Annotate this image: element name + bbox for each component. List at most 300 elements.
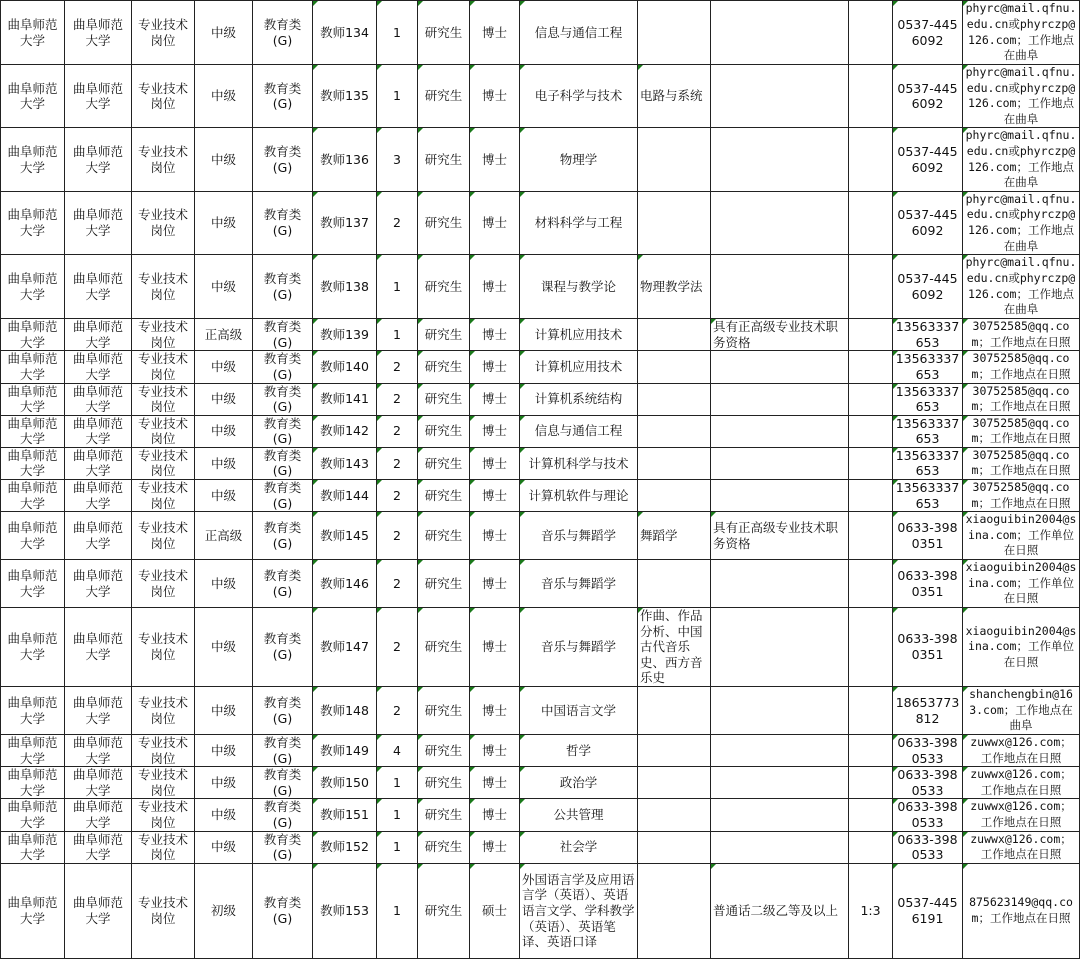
requirement-cell [711, 735, 849, 767]
requirement-cell [711, 767, 849, 799]
unit-cell: 曲阜师范大学 [1, 512, 65, 560]
ratio-cell [849, 608, 893, 687]
category-cell: 教育类(G) [253, 687, 313, 735]
degree-cell: 博士 [470, 735, 520, 767]
direction-cell [638, 480, 711, 512]
phone-cell: 0633-3980533 [893, 767, 963, 799]
dept-cell: 曲阜师范大学 [65, 512, 132, 560]
count-cell: 1 [377, 863, 418, 958]
direction-cell [638, 863, 711, 958]
degree-cell: 博士 [470, 415, 520, 447]
phone-cell: 0633-3980351 [893, 560, 963, 608]
unit-cell: 曲阜师范大学 [1, 383, 65, 415]
category-cell: 教育类(G) [253, 128, 313, 191]
degree-cell: 博士 [470, 255, 520, 319]
requirement-cell [711, 560, 849, 608]
ratio-cell [849, 831, 893, 863]
unit-cell: 曲阜师范大学 [1, 191, 65, 254]
post-name-cell: 教师143 [313, 447, 377, 479]
count-cell: 2 [377, 351, 418, 383]
post-type-cell: 专业技术岗位 [132, 65, 195, 128]
major-cell: 信息与通信工程 [520, 1, 638, 65]
direction-cell [638, 1, 711, 65]
unit-cell: 曲阜师范大学 [1, 799, 65, 831]
level-cell: 中级 [195, 351, 253, 383]
unit-cell: 曲阜师范大学 [1, 128, 65, 191]
post-name-cell: 教师152 [313, 831, 377, 863]
note-cell: zuwwx@126.com；工作地点在日照 [963, 735, 1080, 767]
category-cell: 教育类(G) [253, 831, 313, 863]
note-cell: xiaoguibin2004@sina.com；工作单位在日照 [963, 560, 1080, 608]
level-cell: 中级 [195, 560, 253, 608]
count-cell: 2 [377, 415, 418, 447]
major-cell: 计算机科学与技术 [520, 447, 638, 479]
post-type-cell: 专业技术岗位 [132, 128, 195, 191]
phone-cell: 13563337653 [893, 351, 963, 383]
post-type-cell: 专业技术岗位 [132, 191, 195, 254]
unit-cell: 曲阜师范大学 [1, 319, 65, 351]
education-cell: 研究生 [418, 560, 470, 608]
direction-cell: 舞蹈学 [638, 512, 711, 560]
phone-cell: 13563337653 [893, 383, 963, 415]
table-row [1, 480, 1080, 512]
requirement-cell [711, 687, 849, 735]
education-cell: 研究生 [418, 799, 470, 831]
degree-cell: 博士 [470, 831, 520, 863]
education-cell: 研究生 [418, 128, 470, 191]
direction-cell [638, 767, 711, 799]
level-cell: 初级 [195, 863, 253, 958]
note-cell: 30752585@qq.com；工作地点在日照 [963, 415, 1080, 447]
category-cell: 教育类(G) [253, 735, 313, 767]
count-cell: 2 [377, 687, 418, 735]
count-cell: 2 [377, 191, 418, 254]
education-cell: 研究生 [418, 767, 470, 799]
post-type-cell: 专业技术岗位 [132, 255, 195, 319]
education-cell: 研究生 [418, 687, 470, 735]
category-cell: 教育类(G) [253, 767, 313, 799]
education-cell: 研究生 [418, 831, 470, 863]
requirement-cell [711, 608, 849, 687]
post-type-cell: 专业技术岗位 [132, 512, 195, 560]
ratio-cell: 1:3 [849, 863, 893, 958]
requirement-cell [711, 255, 849, 319]
dept-cell: 曲阜师范大学 [65, 735, 132, 767]
ratio-cell [849, 560, 893, 608]
table-row [1, 767, 1080, 799]
post-type-cell: 专业技术岗位 [132, 1, 195, 65]
post-type-cell: 专业技术岗位 [132, 799, 195, 831]
table-row [1, 319, 1080, 351]
note-cell: 30752585@qq.com；工作地点在日照 [963, 319, 1080, 351]
degree-cell: 博士 [470, 1, 520, 65]
level-cell: 中级 [195, 255, 253, 319]
ratio-cell [849, 767, 893, 799]
post-name-cell: 教师138 [313, 255, 377, 319]
education-cell: 研究生 [418, 608, 470, 687]
requirement-cell: 具有正高级专业技术职务资格 [711, 319, 849, 351]
note-cell: 30752585@qq.com；工作地点在日照 [963, 383, 1080, 415]
dept-cell: 曲阜师范大学 [65, 560, 132, 608]
count-cell: 1 [377, 799, 418, 831]
major-cell: 物理学 [520, 128, 638, 191]
table-row [1, 255, 1080, 319]
dept-cell: 曲阜师范大学 [65, 799, 132, 831]
dept-cell: 曲阜师范大学 [65, 831, 132, 863]
direction-cell [638, 415, 711, 447]
table-row [1, 1, 1080, 65]
level-cell: 中级 [195, 687, 253, 735]
dept-cell: 曲阜师范大学 [65, 319, 132, 351]
post-type-cell: 专业技术岗位 [132, 383, 195, 415]
note-cell: xiaoguibin2004@sina.com；工作单位在日照 [963, 512, 1080, 560]
phone-cell: 0537-4456092 [893, 255, 963, 319]
category-cell: 教育类(G) [253, 1, 313, 65]
ratio-cell [849, 351, 893, 383]
table-row [1, 415, 1080, 447]
post-type-cell: 专业技术岗位 [132, 831, 195, 863]
degree-cell: 博士 [470, 799, 520, 831]
requirement-cell [711, 1, 849, 65]
phone-cell: 13563337653 [893, 319, 963, 351]
phone-cell: 0537-4456092 [893, 1, 963, 65]
requirement-cell [711, 351, 849, 383]
degree-cell: 博士 [470, 65, 520, 128]
phone-cell: 0633-3980351 [893, 608, 963, 687]
dept-cell: 曲阜师范大学 [65, 65, 132, 128]
direction-cell [638, 383, 711, 415]
degree-cell: 博士 [470, 480, 520, 512]
table-row [1, 351, 1080, 383]
requirement-cell [711, 831, 849, 863]
requirement-cell [711, 65, 849, 128]
major-cell: 音乐与舞蹈学 [520, 512, 638, 560]
category-cell: 教育类(G) [253, 351, 313, 383]
note-cell: 875623149@qq.com；工作地点在日照 [963, 863, 1080, 958]
table-row [1, 735, 1080, 767]
table-row [1, 560, 1080, 608]
category-cell: 教育类(G) [253, 608, 313, 687]
direction-cell [638, 128, 711, 191]
ratio-cell [849, 1, 893, 65]
table-row [1, 687, 1080, 735]
unit-cell: 曲阜师范大学 [1, 1, 65, 65]
note-cell: 30752585@qq.com；工作地点在日照 [963, 480, 1080, 512]
major-cell: 公共管理 [520, 799, 638, 831]
degree-cell: 硕士 [470, 863, 520, 958]
category-cell: 教育类(G) [253, 191, 313, 254]
dept-cell: 曲阜师范大学 [65, 863, 132, 958]
ratio-cell [849, 255, 893, 319]
phone-cell: 0537-4456191 [893, 863, 963, 958]
phone-cell: 0633-3980533 [893, 735, 963, 767]
major-cell: 计算机应用技术 [520, 351, 638, 383]
note-cell: phyrc@mail.qfnu.edu.cn或phyrczp@126.com；工作地点在曲阜 [963, 1, 1080, 65]
level-cell: 中级 [195, 191, 253, 254]
table-body [1, 1, 1080, 959]
table-row [1, 447, 1080, 479]
dept-cell: 曲阜师范大学 [65, 767, 132, 799]
ratio-cell [849, 319, 893, 351]
unit-cell: 曲阜师范大学 [1, 351, 65, 383]
degree-cell: 博士 [470, 608, 520, 687]
level-cell: 中级 [195, 415, 253, 447]
unit-cell: 曲阜师范大学 [1, 415, 65, 447]
note-cell: zuwwx@126.com；工作地点在日照 [963, 831, 1080, 863]
count-cell: 1 [377, 1, 418, 65]
note-cell: xiaoguibin2004@sina.com；工作单位在日照 [963, 608, 1080, 687]
table-row [1, 799, 1080, 831]
note-cell: phyrc@mail.qfnu.edu.cn或phyrczp@126.com；工作地点在曲阜 [963, 65, 1080, 128]
post-type-cell: 专业技术岗位 [132, 351, 195, 383]
direction-cell [638, 735, 711, 767]
unit-cell: 曲阜师范大学 [1, 560, 65, 608]
category-cell: 教育类(G) [253, 560, 313, 608]
direction-cell: 物理教学法 [638, 255, 711, 319]
dept-cell: 曲阜师范大学 [65, 255, 132, 319]
level-cell: 中级 [195, 480, 253, 512]
level-cell: 中级 [195, 447, 253, 479]
major-cell: 政治学 [520, 767, 638, 799]
unit-cell: 曲阜师范大学 [1, 735, 65, 767]
post-type-cell: 专业技术岗位 [132, 415, 195, 447]
requirement-cell [711, 191, 849, 254]
post-name-cell: 教师139 [313, 319, 377, 351]
major-cell: 中国语言文学 [520, 687, 638, 735]
category-cell: 教育类(G) [253, 863, 313, 958]
post-type-cell: 专业技术岗位 [132, 735, 195, 767]
unit-cell: 曲阜师范大学 [1, 480, 65, 512]
direction-cell [638, 831, 711, 863]
unit-cell: 曲阜师范大学 [1, 863, 65, 958]
table-row [1, 608, 1080, 687]
major-cell: 电子科学与技术 [520, 65, 638, 128]
level-cell: 中级 [195, 799, 253, 831]
education-cell: 研究生 [418, 415, 470, 447]
post-name-cell: 教师144 [313, 480, 377, 512]
ratio-cell [849, 687, 893, 735]
requirement-cell [711, 799, 849, 831]
table-row [1, 831, 1080, 863]
ratio-cell [849, 415, 893, 447]
post-name-cell: 教师153 [313, 863, 377, 958]
level-cell: 中级 [195, 831, 253, 863]
major-cell: 哲学 [520, 735, 638, 767]
dept-cell: 曲阜师范大学 [65, 191, 132, 254]
dept-cell: 曲阜师范大学 [65, 415, 132, 447]
note-cell: 30752585@qq.com；工作地点在日照 [963, 351, 1080, 383]
unit-cell: 曲阜师范大学 [1, 65, 65, 128]
level-cell: 中级 [195, 65, 253, 128]
dept-cell: 曲阜师范大学 [65, 1, 132, 65]
count-cell: 3 [377, 128, 418, 191]
requirement-cell [711, 128, 849, 191]
requirement-cell: 普通话二级乙等及以上 [711, 863, 849, 958]
category-cell: 教育类(G) [253, 799, 313, 831]
education-cell: 研究生 [418, 447, 470, 479]
count-cell: 2 [377, 512, 418, 560]
requirement-cell: 具有正高级专业技术职务资格 [711, 512, 849, 560]
ratio-cell [849, 447, 893, 479]
ratio-cell [849, 128, 893, 191]
ratio-cell [849, 799, 893, 831]
direction-cell: 电路与系统 [638, 65, 711, 128]
education-cell: 研究生 [418, 383, 470, 415]
major-cell: 计算机应用技术 [520, 319, 638, 351]
category-cell: 教育类(G) [253, 415, 313, 447]
ratio-cell [849, 65, 893, 128]
count-cell: 2 [377, 560, 418, 608]
major-cell: 计算机系统结构 [520, 383, 638, 415]
category-cell: 教育类(G) [253, 319, 313, 351]
phone-cell: 0633-3980351 [893, 512, 963, 560]
post-name-cell: 教师134 [313, 1, 377, 65]
dept-cell: 曲阜师范大学 [65, 447, 132, 479]
note-cell: shanchengbin@163.com；工作地点在曲阜 [963, 687, 1080, 735]
table-row [1, 128, 1080, 191]
degree-cell: 博士 [470, 319, 520, 351]
count-cell: 2 [377, 480, 418, 512]
phone-cell: 0537-4456092 [893, 65, 963, 128]
level-cell: 中级 [195, 1, 253, 65]
unit-cell: 曲阜师范大学 [1, 687, 65, 735]
phone-cell: 0633-3980533 [893, 831, 963, 863]
post-type-cell: 专业技术岗位 [132, 687, 195, 735]
level-cell: 正高级 [195, 512, 253, 560]
phone-cell: 13563337653 [893, 447, 963, 479]
count-cell: 1 [377, 319, 418, 351]
requirement-cell [711, 383, 849, 415]
table-row [1, 512, 1080, 560]
direction-cell [638, 687, 711, 735]
level-cell: 正高级 [195, 319, 253, 351]
major-cell: 音乐与舞蹈学 [520, 608, 638, 687]
major-cell: 社会学 [520, 831, 638, 863]
post-type-cell: 专业技术岗位 [132, 319, 195, 351]
category-cell: 教育类(G) [253, 65, 313, 128]
dept-cell: 曲阜师范大学 [65, 351, 132, 383]
major-cell: 课程与教学论 [520, 255, 638, 319]
category-cell: 教育类(G) [253, 383, 313, 415]
degree-cell: 博士 [470, 512, 520, 560]
level-cell: 中级 [195, 383, 253, 415]
phone-cell: 0633-3980533 [893, 799, 963, 831]
degree-cell: 博士 [470, 560, 520, 608]
degree-cell: 博士 [470, 191, 520, 254]
post-name-cell: 教师146 [313, 560, 377, 608]
count-cell: 2 [377, 383, 418, 415]
count-cell: 1 [377, 65, 418, 128]
note-cell: phyrc@mail.qfnu.edu.cn或phyrczp@126.com；工作地点在曲阜 [963, 128, 1080, 191]
direction-cell [638, 191, 711, 254]
unit-cell: 曲阜师范大学 [1, 447, 65, 479]
post-name-cell: 教师136 [313, 128, 377, 191]
table-row [1, 65, 1080, 128]
major-cell: 材料科学与工程 [520, 191, 638, 254]
dept-cell: 曲阜师范大学 [65, 480, 132, 512]
direction-cell [638, 799, 711, 831]
direction-cell [638, 560, 711, 608]
degree-cell: 博士 [470, 447, 520, 479]
major-cell: 信息与通信工程 [520, 415, 638, 447]
note-cell: 30752585@qq.com；工作地点在日照 [963, 447, 1080, 479]
education-cell: 研究生 [418, 1, 470, 65]
major-cell: 计算机软件与理论 [520, 480, 638, 512]
unit-cell: 曲阜师范大学 [1, 767, 65, 799]
post-name-cell: 教师137 [313, 191, 377, 254]
phone-cell: 13563337653 [893, 480, 963, 512]
ratio-cell [849, 191, 893, 254]
post-name-cell: 教师148 [313, 687, 377, 735]
degree-cell: 博士 [470, 687, 520, 735]
level-cell: 中级 [195, 128, 253, 191]
ratio-cell [849, 480, 893, 512]
phone-cell: 0537-4456092 [893, 191, 963, 254]
education-cell: 研究生 [418, 863, 470, 958]
post-type-cell: 专业技术岗位 [132, 447, 195, 479]
post-name-cell: 教师147 [313, 608, 377, 687]
note-cell: phyrc@mail.qfnu.edu.cn或phyrczp@126.com；工作地点在曲阜 [963, 191, 1080, 254]
ratio-cell [849, 383, 893, 415]
dept-cell: 曲阜师范大学 [65, 687, 132, 735]
post-name-cell: 教师149 [313, 735, 377, 767]
post-type-cell: 专业技术岗位 [132, 560, 195, 608]
degree-cell: 博士 [470, 128, 520, 191]
phone-cell: 0537-4456092 [893, 128, 963, 191]
ratio-cell [849, 735, 893, 767]
dept-cell: 曲阜师范大学 [65, 128, 132, 191]
post-name-cell: 教师135 [313, 65, 377, 128]
note-cell: phyrc@mail.qfnu.edu.cn或phyrczp@126.com；工作地点在曲阜 [963, 255, 1080, 319]
note-cell: zuwwx@126.com；工作地点在日照 [963, 767, 1080, 799]
post-name-cell: 教师142 [313, 415, 377, 447]
degree-cell: 博士 [470, 351, 520, 383]
major-cell: 音乐与舞蹈学 [520, 560, 638, 608]
major-cell: 外国语言学及应用语言学（英语）、英语语言文学、学科教学（英语）、英语笔译、英语口译 [520, 863, 638, 958]
dept-cell: 曲阜师范大学 [65, 608, 132, 687]
requirement-cell [711, 480, 849, 512]
education-cell: 研究生 [418, 735, 470, 767]
count-cell: 1 [377, 831, 418, 863]
post-name-cell: 教师145 [313, 512, 377, 560]
category-cell: 教育类(G) [253, 255, 313, 319]
education-cell: 研究生 [418, 351, 470, 383]
education-cell: 研究生 [418, 191, 470, 254]
direction-cell: 作曲、作品分析、中国古代音乐史、西方音乐史 [638, 608, 711, 687]
count-cell: 1 [377, 767, 418, 799]
direction-cell [638, 319, 711, 351]
count-cell: 2 [377, 447, 418, 479]
level-cell: 中级 [195, 767, 253, 799]
category-cell: 教育类(G) [253, 512, 313, 560]
table-row [1, 383, 1080, 415]
phone-cell: 18653773812 [893, 687, 963, 735]
education-cell: 研究生 [418, 319, 470, 351]
post-name-cell: 教师151 [313, 799, 377, 831]
degree-cell: 博士 [470, 767, 520, 799]
post-type-cell: 专业技术岗位 [132, 863, 195, 958]
post-type-cell: 专业技术岗位 [132, 480, 195, 512]
unit-cell: 曲阜师范大学 [1, 831, 65, 863]
table-row [1, 863, 1080, 958]
level-cell: 中级 [195, 735, 253, 767]
direction-cell [638, 351, 711, 383]
phone-cell: 13563337653 [893, 415, 963, 447]
level-cell: 中级 [195, 608, 253, 687]
education-cell: 研究生 [418, 512, 470, 560]
ratio-cell [849, 512, 893, 560]
requirement-cell [711, 447, 849, 479]
